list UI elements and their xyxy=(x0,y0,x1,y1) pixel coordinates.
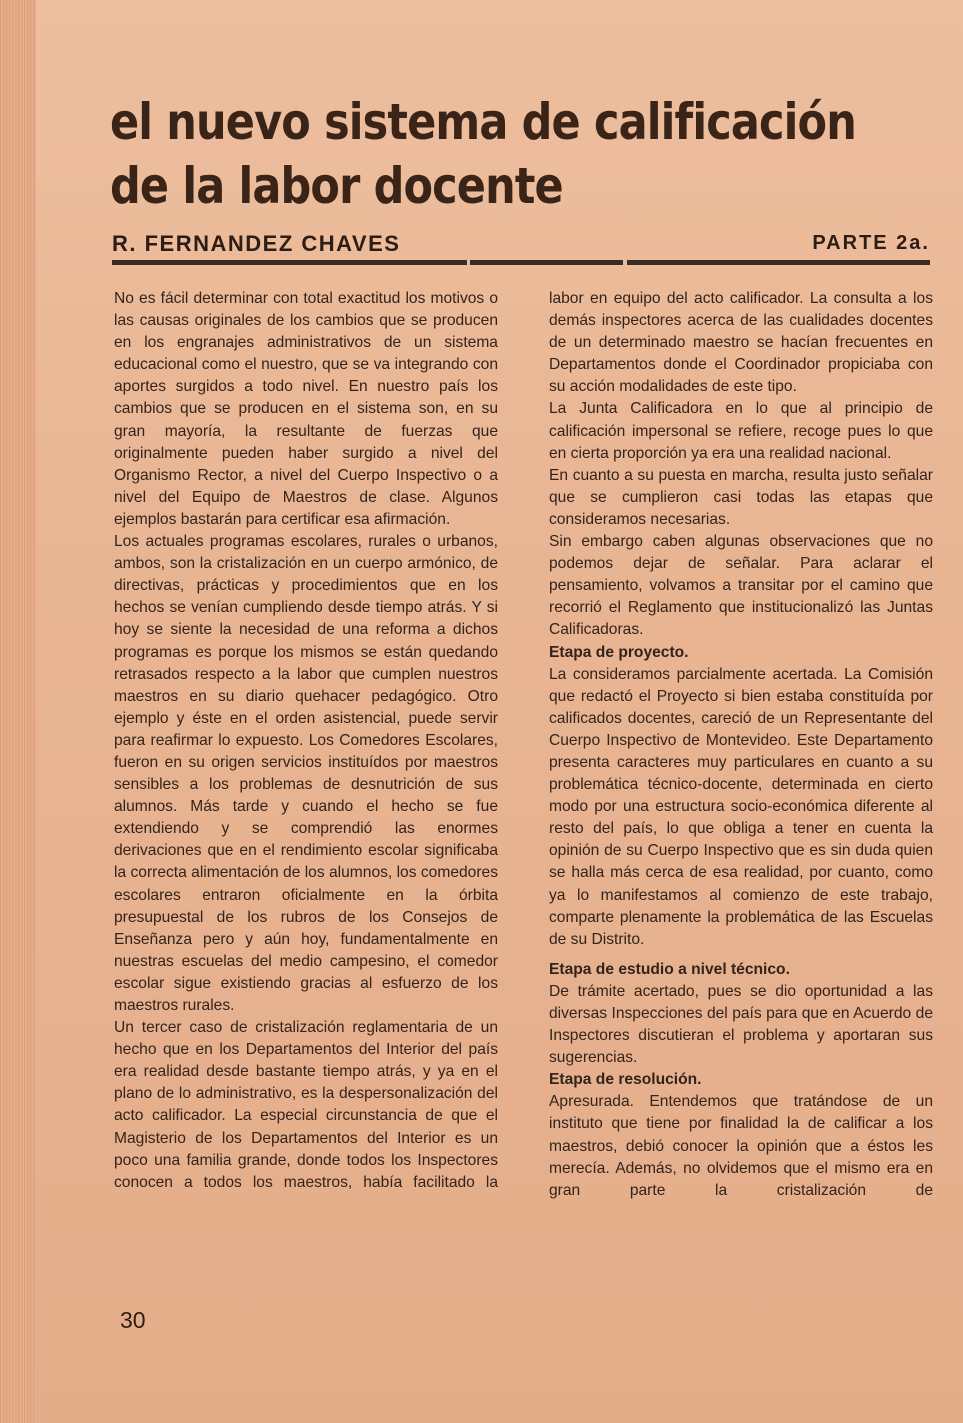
text-column-left xyxy=(114,288,498,1194)
paragraph: Un tercer caso de cristalización reglamentaria de un hecho que en los Departamentos del Interior del país era realidad desde bastante tiempo atrás, y ya en el plano de lo administrativo, es la despersonalización del acto calificador. La especial circunstancia de que el Magisterio de los Departamentos del Interior es un poco una familia grande, donde todos los Inspectores conocen a todos los maestros, había facilitado la xyxy=(114,1019,498,1191)
page-edge-stack xyxy=(0,0,40,1423)
title-line-2: de la labor docente xyxy=(110,157,563,215)
header-rule-right xyxy=(627,260,930,265)
part-label: PARTE 2a. xyxy=(812,232,930,254)
paragraph: De trámite acertado, pues se dio oportunidad a las diversas Inspecciones del país para que en Acuerdo de Inspectores discutieran el problema y aportaran sus sugerencias. xyxy=(549,982,933,1067)
paragraph: La consideramos parcialmente acertada. La Comisión que redactó el Proyecto si bien estaba constituída por calificados docentes, careció de un Representante del Cuerpo Inspectivo de Montevideo. Este Departamento presenta caracteres muy particulares en cuanto a su problemática técnico-docente, determinada en cierto modo por una estructura socio-económica diferente al resto del país, lo que obliga a tener en cuenta la opinión de su Cuerpo Inspectivo que es sin duda quien se halla más cerca de esa realidad, por cuanto, como ya lo manifestamos al comienzo de este trabajo, comparte plenamente la problemática de las Escuelas de su Distrito. xyxy=(549,665,933,948)
paragraph: Sin embargo caben algunas observaciones que no podemos dejar de señalar. Para aclarar el pensamiento, volvamos a transitar por el camino que recorrió el Reglamento que institucionalizó las Juntas Calificadoras. xyxy=(549,533,933,639)
section-heading: Etapa de estudio a nivel técnico. xyxy=(549,960,790,978)
paragraph: La Junta Calificadora en lo que al principio de calificación impersonal se refiere, recoge pues lo que en cierta proporción ya era una realidad nacional. xyxy=(549,400,933,462)
section-heading: Etapa de proyecto. xyxy=(549,643,689,661)
paragraph: En cuanto a su puesta en marcha, resulta justo señalar que se cumplieron casi todas las etapas que consideramos necesarias. xyxy=(549,466,933,528)
article-title xyxy=(110,90,856,218)
title-line-1: el nuevo sistema de calificación xyxy=(110,93,856,151)
text-column-right xyxy=(549,288,933,1202)
author-name: R. FERNANDEZ CHAVES xyxy=(112,231,401,256)
page-number: 30 xyxy=(120,1307,146,1333)
paragraph: labor en equipo del acto calificador. La consulta a los demás inspectores acerca de las cualidades docentes de un determinado maestro se hacían frecuentes en Departamentos donde el Coordinador propiciaba con su acción modalidades de este tipo. xyxy=(549,290,933,396)
paragraph: Los actuales programas escolares, rurales o urbanos, ambos, son la cristalización en un cuerpo armónico, de directivas, prácticas y procedimientos que en los hechos se venían cumpliendo desde tiempo atrás. Y si hoy se siente la necesidad de una reforma a dichos programas es porque los mismos se están quedando retrasados respecto a la labor que cumplen nuestros maestros en su diario quehacer pedagógico. Otro ejemplo y éste en el orden asistencial, puede servir para reafirmar lo expuesto. Los Comedores Escolares, fueron en su origen servicios instituídos por maestros sensibles a los problemas de desnutrición de sus alumnos. Más tarde y cuando el hecho se fue extendiendo y se comprendió las enormes derivaciones que en el rendimiento escolar significaba la correcta alimentación de los alumnos, los comedores escolares entraron oficialmente en la órbita presupuestal de los rubros de los Consejos de Enseñanza pero y aún hoy, fundamentalmente en nuestras escuelas del medio campesino, el comedor escolar sigue existiendo gracias al esfuerzo de los maestros rurales. xyxy=(114,533,498,1014)
header-rule-middle xyxy=(470,260,623,265)
section-heading: Etapa de resolución. xyxy=(549,1071,702,1089)
header-rule-left xyxy=(112,260,467,265)
paragraph: Apresurada. Entendemos que tratándose de un instituto que tiene por finalidad la de calificar a los maestros, debió conocer la opinión que a éstos les merecía. Además, no olvidemos que el mismo era en gran parte la cristalización de xyxy=(549,1093,933,1199)
paragraph: No es fácil determinar con total exactitud los motivos o las causas originales de los cambios que se producen en los engranajes administrativos de un sistema educacional como el nuestro, que se va integrando con aportes surgidos a todo nivel. En nuestro país los cambios que se producen en el sistema son, en su gran mayoría, la resultante de fuerzas que originalmente pueden haber surgido a nivel del Organismo Rector, a nivel del Cuerpo Inspectivo o a nivel del Equipo de Maestros de clase. Algunos ejemplos bastarán para certificar esa afirmación. xyxy=(114,290,498,528)
